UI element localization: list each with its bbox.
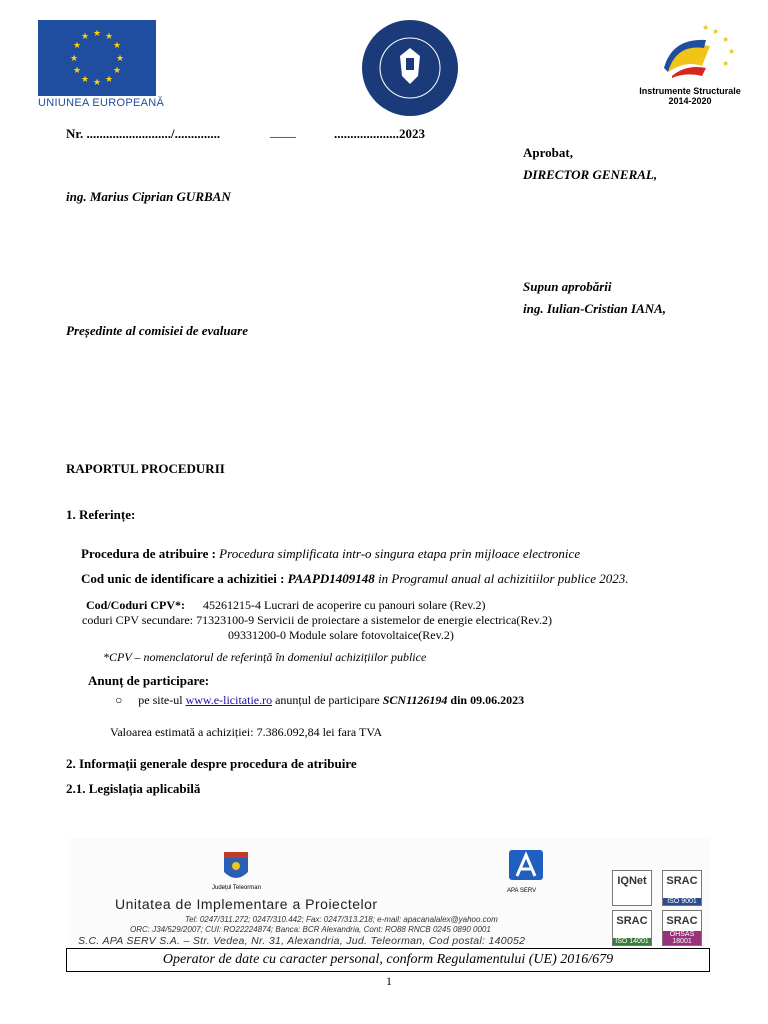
svg-text:★: ★ [104,31,114,41]
svg-text:★: ★ [712,27,720,36]
page-number: 1 [386,974,392,988]
svg-text:★: ★ [80,31,90,41]
svg-text:★: ★ [112,65,122,75]
ohsas-18001-badge: SRAC OHSAS 18001 [662,910,702,946]
participation-notice-heading: Anunț de participare: [88,673,210,688]
section-2-1-heading: 2.1. Legislația aplicabilă [66,781,201,796]
section-2-heading: 2. Informații generale despre procedura de atribuire [66,756,357,771]
svg-text:★: ★ [702,23,710,32]
svg-text:★: ★ [112,40,122,50]
submitter-name: ing. Iulian-Cristian IANA, [523,301,667,316]
svg-text:★: ★ [92,28,102,38]
estimated-value-line: Valoarea estimată a achiziției: 7.386.092,84 lei fara TVA [110,725,383,739]
svg-text:★: ★ [69,53,79,63]
apa-serv-caption: APA SERV [507,888,537,894]
cpv-main-line: Cod/Coduri CPV*: 45261215-4 Lucrari de acoperire cu panouri solare (Rev.2) [86,598,486,612]
director-name: ing. Marius Ciprian GURBAN [66,189,231,204]
teleorman-coat-of-arms-icon [218,852,254,884]
acquisition-code-line: Cod unic de identificare a achizitiei : PAAPD1409148 in Programul anual al achizitiilor publice 2023. [81,571,629,586]
iso-14001-badge: SRAC ISO 14001 [612,910,652,946]
svg-text:★: ★ [80,74,90,84]
registration-date: ....................2023 [334,126,425,141]
svg-text:★: ★ [115,53,125,63]
unit-title: Unitatea de Implementare a Proiectelor [115,896,378,912]
iso-9001-badge: SRAC ISO 9001 [662,870,702,906]
participation-notice-item: ○ pe site-ul www.e-licitatie.ro anunțul de participare SCN1126194 din 09.06.2023 [115,693,525,707]
svg-text:★: ★ [72,65,82,75]
procedure-line: Procedura de atribuire : Procedura simplificata intr-o singura etapa prin mijloace electronice [81,546,581,561]
director-title: DIRECTOR GENERAL, [523,167,658,182]
apa-serv-logo-icon [505,850,547,888]
cpv-footnote: *CPV – nomenclatorul de referință în domeniul achizițiilor publice [103,650,427,664]
government-seal-logo [360,18,460,118]
cpv-secondary-line-2: 09331200-0 Module solare fotovoltaice(Rev.2) [228,628,454,642]
iqnet-certification-badge: IQNet [612,870,652,906]
svg-text:★: ★ [72,40,82,50]
teleorman-caption: Județul Teleorman [212,885,261,891]
cpv-secondary-line-1: coduri CPV secundare: 71323100-9 Servicii de proiectare a sistemelor de energie electrica(Rev.2) [82,613,552,627]
svg-text:★: ★ [728,47,736,56]
footer-registration-line: ORC: J34/529/2007; CUI: RO22224874; Banca: BCR Alexandria, Cont: RO88 RNCB 0245 0890 0001 [130,925,491,934]
registration-number-line: Nr. ........................../.............. [66,126,221,141]
committee-president-label: Președinte al comisiei de evaluare [66,323,248,338]
section-1-heading: 1. Referințe: [66,507,136,522]
svg-text:★: ★ [104,74,114,84]
structural-instruments-logo [646,20,746,84]
footer-contact-line: Tel: 0247/311.272; 0247/310.442; Fax: 0247/313.218; e-mail: apacanalalex@yahoo.com [185,915,498,924]
svg-text:★: ★ [92,77,102,87]
bullet-circle-icon: ○ [115,693,123,707]
svg-text:★: ★ [722,59,730,68]
footer-address-line: S.C. APA SERV S.A. – Str. Vedea, Nr. 31, Alexandria, Jud. Teleorman, Cod postal: 140052 [78,935,526,947]
e-licitatie-link[interactable]: www.e-licitatie.ro [185,693,273,707]
registration-blank: ____ [270,124,296,139]
approved-label: Aprobat, [523,145,573,160]
submit-label: Supun aprobării [523,279,612,294]
report-title: RAPORTUL PROCEDURII [66,461,225,476]
svg-text:★: ★ [722,35,730,44]
data-operator-notice: Operator de date cu caracter personal, conform Regulamentului (UE) 2016/679 [66,948,710,972]
eu-label: UNIUNEA EUROPEANĂ [38,97,165,109]
structural-instruments-label: Instrumente Structurale 2014-2020 [639,86,741,106]
eu-flag-logo [38,20,156,96]
